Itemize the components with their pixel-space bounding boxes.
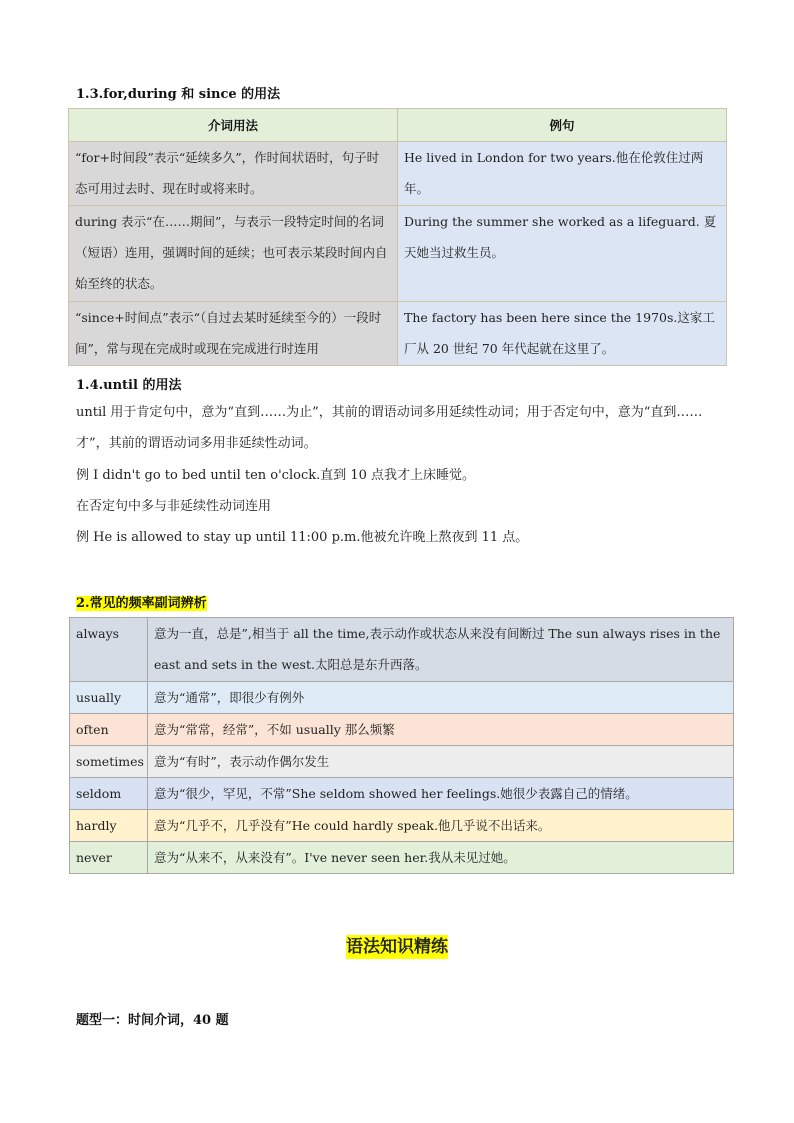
adverb-cell: hardly (70, 810, 148, 842)
table-row (70, 842, 734, 874)
frequency-adverbs-table (69, 617, 734, 874)
example-cell: During the summer she worked as a lifeguard. 夏天她当过救生员。 (398, 206, 727, 302)
example-cell: He lived in London for two years.他在伦敦住过两年。 (398, 142, 727, 206)
section-heading-1-3: 1.3.for,during 和 since 的用法 (76, 87, 281, 102)
until-paragraph: until 用于肯定句中，意为“直到……为止”，其前的谓语动词多用延续性动词；用于否定句中，意为“直到……才”，其前的谓语动词多用非延续性动词。 (76, 405, 703, 451)
adverb-cell: usually (70, 682, 148, 714)
table-row (69, 206, 727, 302)
meaning-cell: 意为“几乎不，几乎没有”He could hardly speak.他几乎说不出话来。 (148, 810, 734, 842)
practice-subheading: 题型一：时间介词，40 题 (76, 1013, 229, 1028)
meaning-cell: 意为“从来不，从来没有”。I've never seen her.我从未见过她。 (148, 842, 734, 874)
meaning-cell: 意为一直，总是”,相当于 all the time,表示动作或状态从来没有间断过 The sun always rises in the east and sets in the west.太阳总是东升西落。 (148, 618, 734, 682)
adverb-cell: never (70, 842, 148, 874)
example-cell: The factory has been here since the 1970s.这家工厂从 20 世纪 70 年代起就在这里了。 (398, 302, 727, 366)
until-note: 在否定句中多与非延续性动词连用 (76, 499, 272, 514)
section-heading-2 (76, 592, 207, 611)
table-row (70, 778, 734, 810)
header-usage: 介词用法 (69, 109, 398, 142)
until-example-2: 例 He is allowed to stay up until 11:00 p.m.他被允许晚上熬夜到 11 点。 (76, 530, 529, 545)
header-example: 例句 (398, 109, 727, 142)
table-row (70, 810, 734, 842)
adverb-cell: often (70, 714, 148, 746)
table-row (70, 682, 734, 714)
table-row (70, 618, 734, 682)
table-row (69, 302, 727, 366)
usage-cell: “for+时间段”表示“延续多久”，作时间状语时，句子时态可用过去时、现在时或将来时。 (69, 142, 398, 206)
usage-cell: “since+时间点”表示“（自过去某时延续至今的）一段时间”，常与现在完成时或现在完成进行时连用 (69, 302, 398, 366)
table-row (69, 142, 727, 206)
adverb-cell: sometimes (70, 746, 148, 778)
heading-highlight: 2.常见的频率副词辨析 (76, 596, 207, 611)
meaning-cell: 意为“通常”，即很少有例外 (148, 682, 734, 714)
practice-title (0, 932, 794, 957)
practice-title-text: 语法知识精练 (346, 937, 448, 957)
table-row (70, 746, 734, 778)
adverb-cell: always (70, 618, 148, 682)
meaning-cell: 意为“有时”，表示动作偶尔发生 (148, 746, 734, 778)
prepositions-table (68, 108, 727, 366)
table-row (70, 714, 734, 746)
usage-cell: during 表示“在……期间”，与表示一段特定时间的名词（短语）连用，强调时间的延续；也可表示某段时间内自始至终的状态。 (69, 206, 398, 302)
meaning-cell: 意为“很少，罕见，不常”She seldom showed her feelings.她很少表露自己的情绪。 (148, 778, 734, 810)
adverb-cell: seldom (70, 778, 148, 810)
section-heading-1-4: 1.4.until 的用法 (76, 378, 182, 393)
table-header-row (69, 109, 727, 142)
until-example-1: 例 I didn't go to bed until ten o'clock.直到 10 点我才上床睡觉。 (76, 468, 476, 483)
meaning-cell: 意为“常常，经常”，不如 usually 那么频繁 (148, 714, 734, 746)
